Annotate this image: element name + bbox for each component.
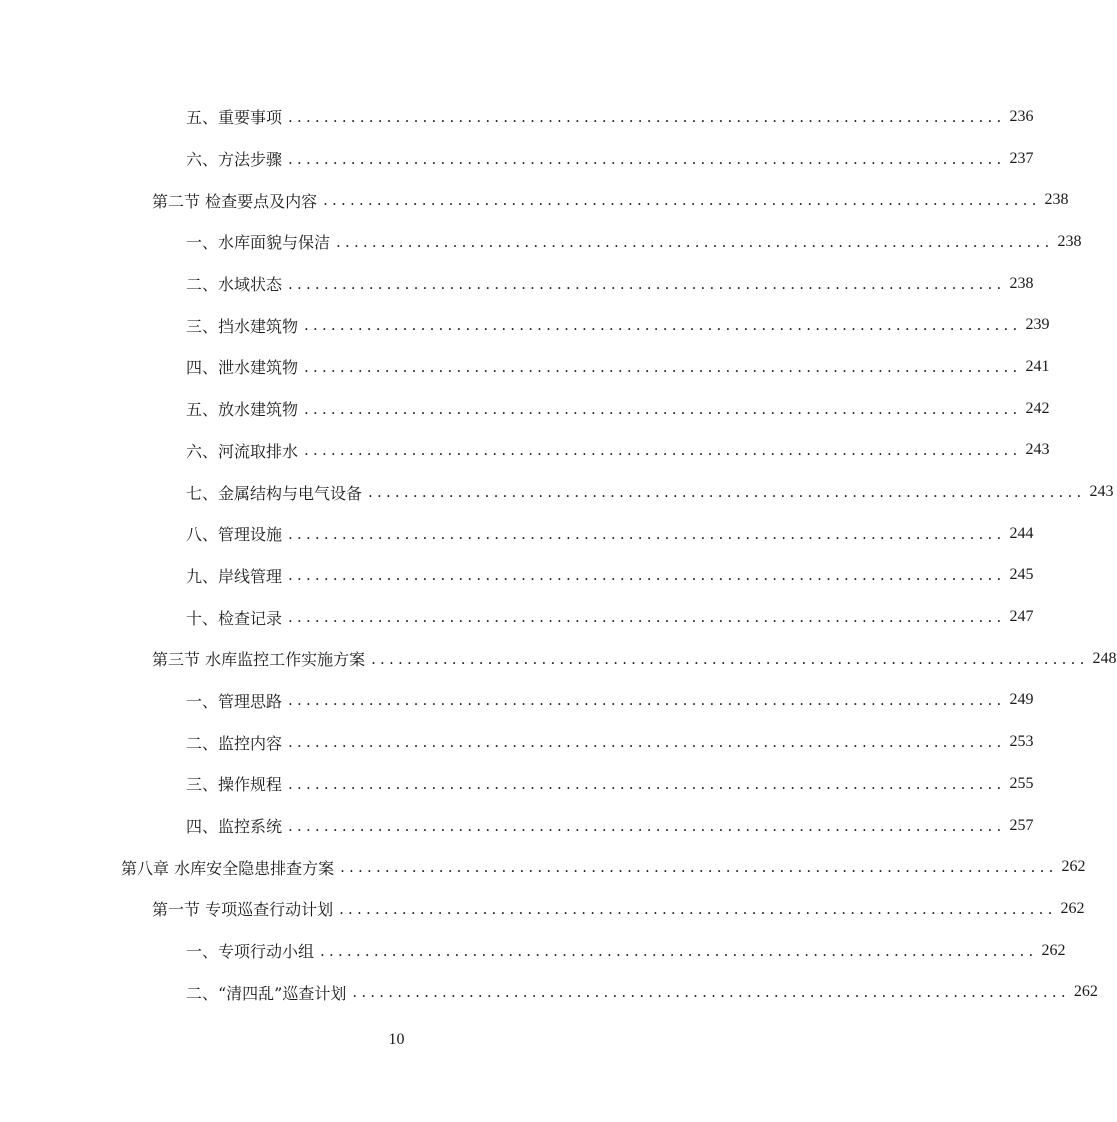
dot-leader: ................................................................................	[339, 899, 1057, 918]
dot-leader: ................................................................................	[288, 774, 1006, 793]
toc-entry[interactable]	[0, 596, 1034, 638]
toc-entry[interactable]	[0, 721, 1034, 763]
toc-entry[interactable]	[0, 930, 1066, 972]
dot-leader: ................................................................................	[340, 858, 1058, 877]
toc-entry[interactable]	[0, 471, 1114, 513]
dot-leader: ................................................................................	[320, 941, 1038, 960]
dot-leader: ................................................................................	[336, 232, 1054, 251]
dot-leader: ................................................................................	[288, 107, 1006, 126]
toc-entry-page: 243	[1089, 483, 1114, 501]
toc-entry-title: 二、监控内容	[186, 733, 283, 753]
toc-entry-title: 第二节 检查要点及内容	[152, 191, 318, 211]
toc-entry-page: 262	[1041, 941, 1066, 959]
toc-entry-page: 238	[1009, 274, 1034, 292]
toc-entry[interactable]	[0, 221, 1082, 263]
dot-leader: ................................................................................	[352, 983, 1070, 1002]
toc-entry-page: 248	[1092, 649, 1117, 667]
toc-entry-page: 244	[1009, 524, 1034, 542]
toc-entry[interactable]	[0, 888, 1085, 930]
toc-entry-title: 一、水库面貌与保洁	[186, 233, 331, 253]
toc-entry[interactable]	[0, 346, 1050, 388]
toc-entry[interactable]	[0, 96, 1034, 138]
toc-entry-title: 十、检查记录	[186, 608, 283, 628]
toc-entry-title: 第八章 水库安全隐患排查方案	[121, 858, 335, 878]
dot-leader: ................................................................................	[371, 649, 1089, 668]
toc-entry-title: 六、方法步骤	[186, 150, 283, 170]
toc-entry[interactable]	[0, 971, 1098, 1013]
toc-entry-title: 第一节 专项巡查行动计划	[152, 900, 334, 920]
toc-entry-page: 242	[1025, 399, 1050, 417]
toc-entry-page: 243	[1025, 441, 1050, 459]
dot-leader: ................................................................................	[304, 316, 1022, 335]
dot-leader: ................................................................................	[288, 608, 1006, 627]
dot-leader: ................................................................................	[288, 691, 1006, 710]
toc-entry-page: 262	[1060, 899, 1085, 917]
toc-entry[interactable]	[0, 846, 1086, 888]
toc-entry[interactable]	[0, 263, 1034, 305]
toc-entry[interactable]	[0, 805, 1034, 847]
toc-entry-title: 一、专项行动小组	[186, 942, 315, 962]
table-of-contents	[0, 96, 1117, 1013]
toc-entry-title: 第三节 水库监控工作实施方案	[152, 650, 366, 670]
toc-entry[interactable]	[0, 179, 1069, 221]
toc-entry-title: 二、“清四乱”巡查计划	[186, 983, 347, 1003]
toc-entry-page: 241	[1025, 357, 1050, 375]
toc-entry[interactable]	[0, 138, 1034, 180]
toc-entry[interactable]	[0, 388, 1050, 430]
toc-entry-page: 236	[1009, 107, 1034, 125]
toc-entry-title: 九、岸线管理	[186, 566, 283, 586]
toc-entry-title: 五、重要事项	[186, 108, 283, 128]
toc-entry[interactable]	[0, 638, 1117, 680]
toc-entry-page: 238	[1044, 191, 1069, 209]
toc-entry-title: 三、挡水建筑物	[186, 316, 299, 336]
toc-entry-page: 257	[1009, 816, 1034, 834]
toc-entry-title: 一、管理思路	[186, 691, 283, 711]
toc-entry-page: 262	[1061, 858, 1086, 876]
dot-leader: ................................................................................	[288, 566, 1006, 585]
dot-leader: ................................................................................	[323, 191, 1041, 210]
dot-leader: ................................................................................	[304, 441, 1022, 460]
dot-leader: ................................................................................	[288, 149, 1006, 168]
toc-entry[interactable]	[0, 304, 1050, 346]
dot-leader: ................................................................................	[304, 399, 1022, 418]
dot-leader: ................................................................................	[288, 816, 1006, 835]
toc-entry[interactable]	[0, 680, 1034, 722]
toc-entry-title: 八、管理设施	[186, 525, 283, 545]
toc-entry-title: 四、泄水建筑物	[186, 358, 299, 378]
toc-entry-title: 七、金属结构与电气设备	[186, 483, 363, 503]
toc-entry[interactable]	[0, 430, 1050, 472]
page-number: 10	[388, 1031, 405, 1048]
toc-entry-page: 237	[1009, 149, 1034, 167]
toc-entry-title: 三、操作规程	[186, 775, 283, 795]
toc-entry[interactable]	[0, 513, 1034, 555]
toc-entry-title: 四、监控系统	[186, 817, 283, 837]
toc-entry-page: 239	[1025, 316, 1050, 334]
toc-entry-page: 255	[1009, 774, 1034, 792]
toc-entry[interactable]	[0, 555, 1034, 597]
toc-entry-page: 247	[1009, 608, 1034, 626]
toc-entry-title: 五、放水建筑物	[186, 400, 299, 420]
toc-entry-title: 二、水域状态	[186, 275, 283, 295]
dot-leader: ................................................................................	[368, 483, 1086, 502]
toc-entry-page: 249	[1009, 691, 1034, 709]
toc-entry-page: 245	[1009, 566, 1034, 584]
toc-entry-page: 253	[1009, 733, 1034, 751]
dot-leader: ................................................................................	[304, 357, 1022, 376]
toc-entry[interactable]	[0, 763, 1034, 805]
dot-leader: ................................................................................	[288, 274, 1006, 293]
toc-entry-title: 六、河流取排水	[186, 441, 299, 461]
toc-entry-page: 262	[1073, 983, 1098, 1001]
dot-leader: ................................................................................	[288, 733, 1006, 752]
toc-entry-page: 238	[1057, 232, 1082, 250]
dot-leader: ................................................................................	[288, 524, 1006, 543]
